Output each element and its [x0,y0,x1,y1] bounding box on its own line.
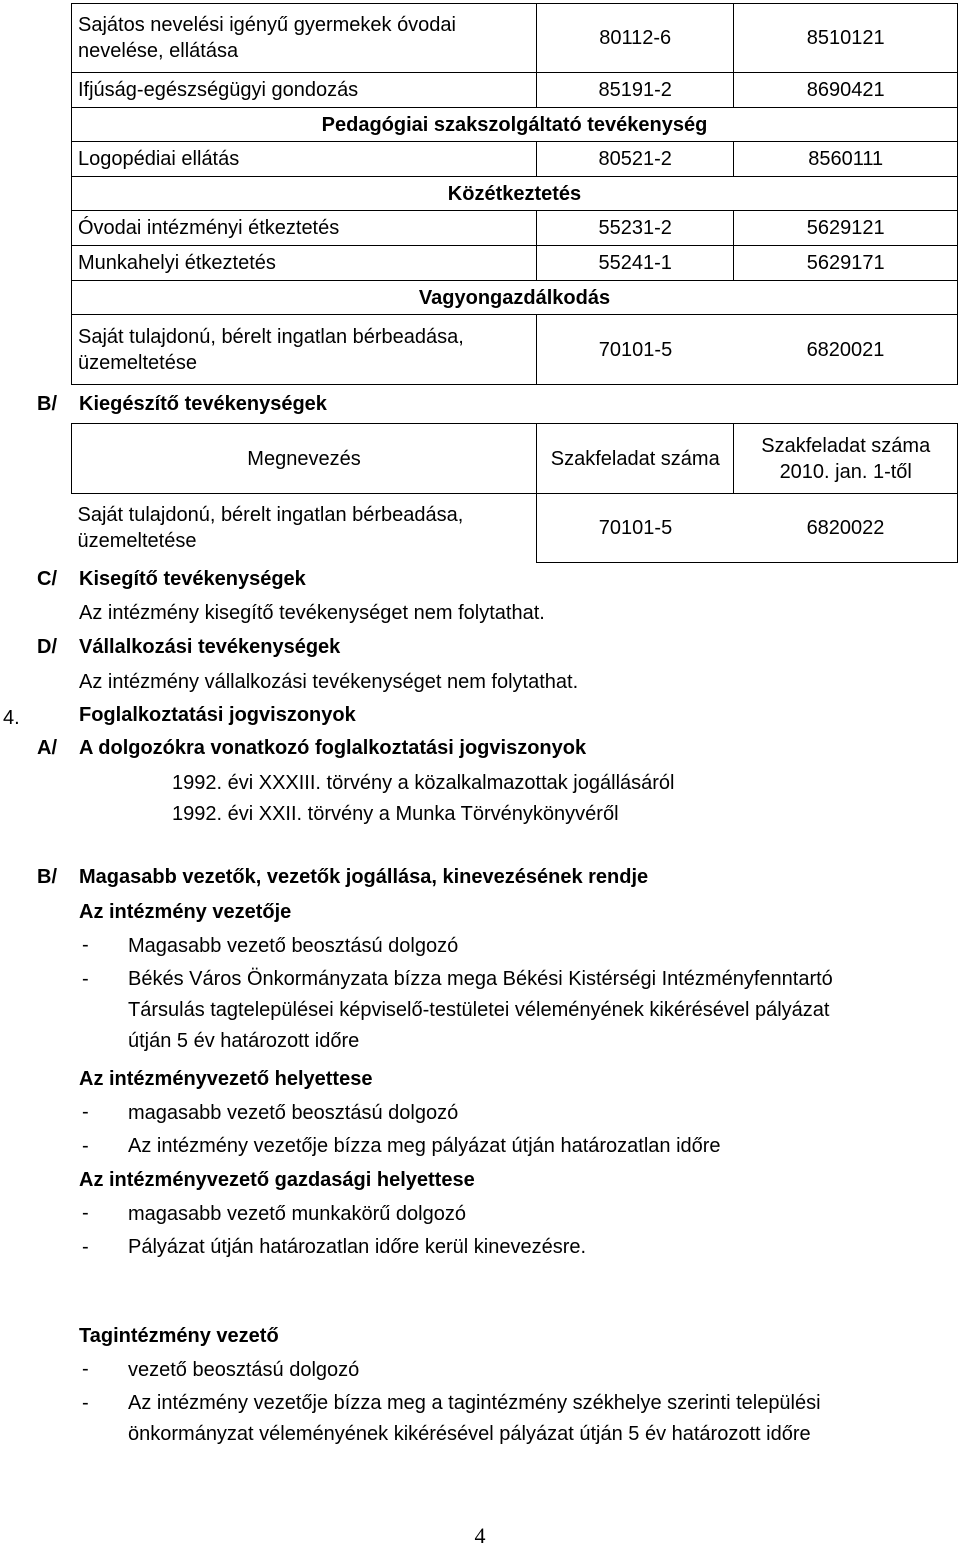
section-c-title: Kisegítő tevékenységek [79,568,306,590]
supplementary-activities-table [71,423,958,563]
list-dash: - [82,968,89,990]
section-d-title: Vállalkozási tevékenységek [79,636,341,658]
list-dash: - [82,1392,89,1414]
director-item-2-line-3: útján 5 év határozott időre [128,1030,360,1052]
new-code: 5629121 [734,211,958,246]
old-code: 85191-2 [537,73,734,108]
table-section-heading [72,281,958,315]
activity-name: Saját tulajdonú, bérelt ingatlan bérbeadása, üzemeltetése [77,504,464,553]
list-dash: - [82,1236,89,1258]
list-dash: - [82,1358,89,1380]
law-2: 1992. évi XXII. törvény a Munka Törvénykönyvéről [172,803,619,825]
table-row [72,246,958,281]
deputy-item-2: Az intézmény vezetője bízza meg pályázat útján határozatlan időre [128,1135,721,1157]
economic-deputy-title: Az intézményvezető gazdasági helyettese [79,1169,475,1191]
list-dash: - [82,1101,89,1123]
table-header-row [72,424,958,494]
activity-name: Munkahelyi étkeztetés [72,246,537,281]
section-c-label: C/ [37,568,57,590]
table-row [72,494,958,563]
section-b-label: B/ [37,393,57,415]
director-title: Az intézmény vezetője [79,901,292,923]
codes-cell [537,315,958,385]
section-c-text: Az intézmény kisegítő tevékenységet nem folytathat. [79,602,545,624]
codes-cell [537,494,958,563]
old-code: 55231-2 [537,211,734,246]
economic-deputy-item-1: magasabb vezető munkakörű dolgozó [128,1203,466,1225]
list-dash: - [82,1202,89,1224]
member-institution-head-title: Tagintézmény vezető [79,1325,279,1347]
header-old-code: Szakfeladat száma [537,424,734,494]
member-head-item-2-line-2: önkormányzat véleményének kikérésével pályázat útján 5 év határozott időre [128,1423,811,1445]
table-row [72,315,958,385]
director-item-2-line-1: Békés Város Önkormányzata bízza mega Békési Kistérségi Intézményfenntartó [128,968,833,990]
member-head-item-2-line-1: Az intézmény vezetője bízza meg a tagintézmény székhelye szerinti települési [128,1392,821,1414]
activity-name: Óvodai intézményi étkeztetés [72,211,537,246]
old-code: 80112-6 [537,4,734,73]
table-section-heading [72,177,958,211]
section-heading: Pedagógiai szakszolgáltató tevékenység [72,108,958,142]
section-4a-title: A dolgozókra vonatkozó foglalkoztatási jogviszonyok [79,737,587,759]
new-code: 8690421 [734,73,958,108]
section-4-title: Foglalkoztatási jogviszonyok [79,704,356,726]
section-4-number: 4. [3,707,20,729]
member-head-item-1: vezető beosztású dolgozó [128,1359,360,1381]
law-1: 1992. évi XXXIII. törvény a közalkalmazottak jogállásáról [172,772,675,794]
deputy-item-1: magasabb vezető beosztású dolgozó [128,1102,459,1124]
section-4a-label: A/ [37,737,57,759]
list-dash: - [82,934,89,956]
section-4b-title: Magasabb vezetők, vezetők jogállása, kinevezésének rendje [79,866,649,888]
section-d-text: Az intézmény vállalkozási tevékenységet nem folytathat. [79,671,579,693]
director-item-1: Magasabb vezető beosztású dolgozó [128,935,459,957]
director-item-2-line-2: Társulás tagtelepülései képviselő-testületei véleményének kikérésével pályázat [128,999,830,1021]
section-heading: Vagyongazdálkodás [72,281,958,315]
new-code: 6820022 [806,517,885,539]
table-row [72,211,958,246]
section-heading: Közétkeztetés [72,177,958,211]
activity-name: Ifjúság-egészségügyi gondozás [72,73,537,108]
new-code: 5629171 [734,246,958,281]
header-name: Megnevezés [72,424,537,494]
economic-deputy-item-2: Pályázat útján határozatlan időre kerül kinevezésre. [128,1236,587,1258]
new-code: 8560111 [734,142,958,177]
header-new-code: Szakfeladat száma 2010. jan. 1-től [734,424,958,494]
section-b-title: Kiegészítő tevékenységek [79,393,327,415]
section-4b-label: B/ [37,866,57,888]
table-row [72,73,958,108]
old-code: 70101-5 [598,338,673,361]
table-row [72,142,958,177]
new-code: 6820021 [806,338,885,361]
old-code: 70101-5 [598,517,673,539]
list-dash: - [82,1135,89,1157]
section-d-label: D/ [37,636,57,658]
new-code: 8510121 [734,4,958,73]
activities-table [71,3,958,385]
old-code: 55241-1 [537,246,734,281]
deputy-title: Az intézményvezető helyettese [79,1068,373,1090]
activity-name: Logopédiai ellátás [72,142,537,177]
table-row [72,4,958,73]
table-section-heading [72,108,958,142]
activity-name: Saját tulajdonú, bérelt ingatlan bérbeadása, üzemeltetése [72,315,537,385]
old-code: 80521-2 [537,142,734,177]
activity-name: Sajátos nevelési igényű gyermekek óvodai nevelése, ellátása [72,4,537,73]
page-number: 4 [474,1523,486,1548]
